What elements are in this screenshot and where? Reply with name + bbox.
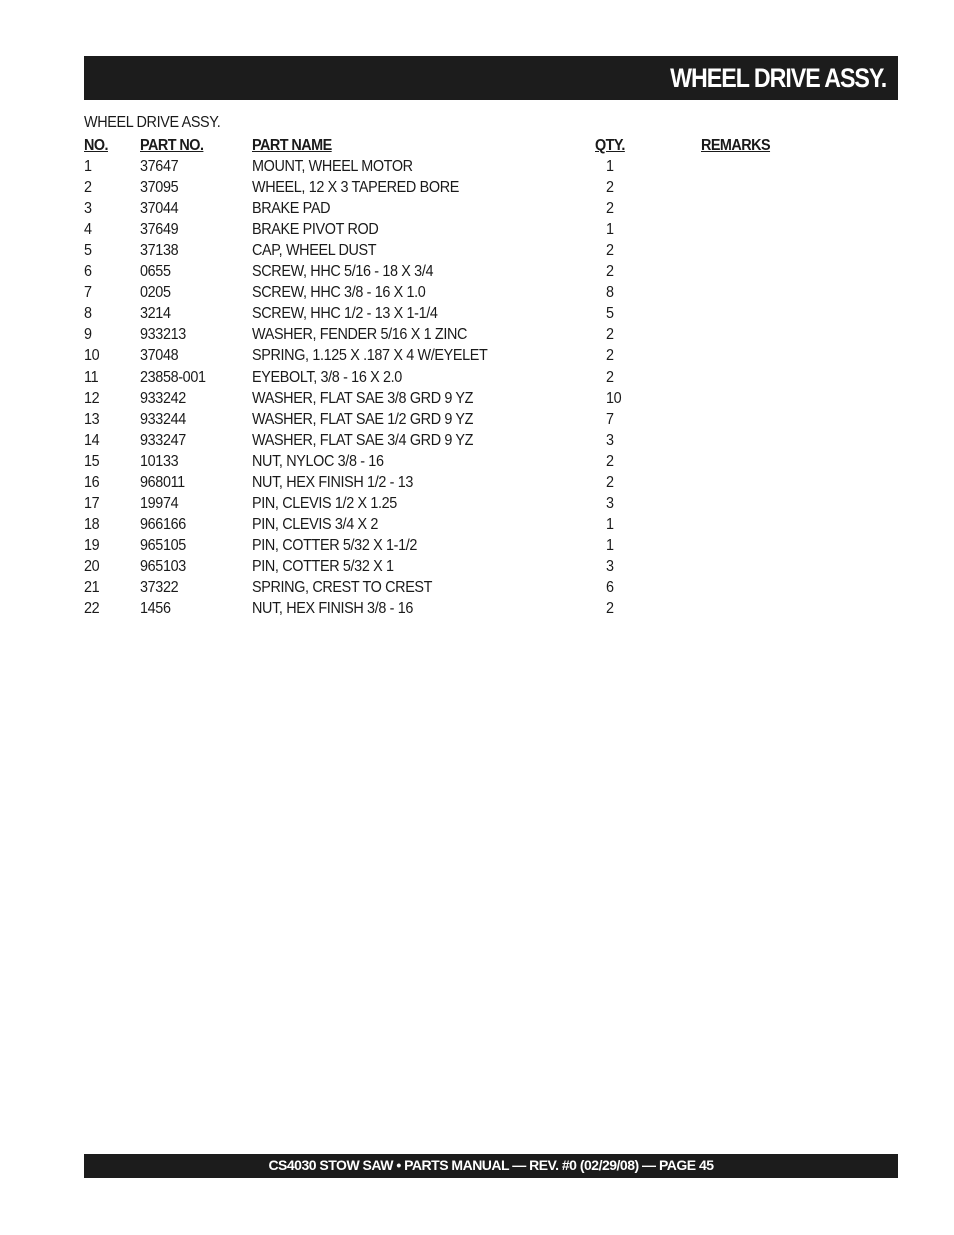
page-header-bar xyxy=(84,56,898,100)
cell-part-no: 0655 xyxy=(140,263,171,281)
cell-part-name: SPRING, 1.125 X .187 X 4 W/EYELET xyxy=(252,347,488,365)
cell-qty: 3 xyxy=(606,431,614,449)
cell-part-name: NUT, NYLOC 3/8 - 16 xyxy=(252,452,384,470)
cell-no: 1 xyxy=(84,158,92,176)
cell-part-no: 933242 xyxy=(140,389,186,407)
cell-part-name: PIN, COTTER 5/32 X 1-1/2 xyxy=(252,536,418,554)
cell-qty: 3 xyxy=(606,494,614,512)
cell-part-no: 37138 xyxy=(140,242,179,260)
cell-qty: 2 xyxy=(606,200,614,218)
table-row xyxy=(84,240,844,261)
cell-part-name: SCREW, HHC 1/2 - 13 X 1-1/4 xyxy=(252,305,438,323)
cell-part-no: 10133 xyxy=(140,452,179,470)
table-row xyxy=(84,219,844,240)
cell-qty: 2 xyxy=(606,326,614,344)
cell-part-no: 3214 xyxy=(140,305,171,323)
table-row xyxy=(84,324,844,345)
cell-part-name: BRAKE PAD xyxy=(252,200,331,218)
cell-no: 4 xyxy=(84,221,92,239)
cell-part-no: 23858-001 xyxy=(140,368,206,386)
cell-part-no: 37649 xyxy=(140,221,179,239)
cell-qty: 5 xyxy=(606,305,614,323)
table-row xyxy=(84,409,844,430)
cell-no: 16 xyxy=(84,473,100,491)
cell-part-no: 0205 xyxy=(140,284,171,302)
cell-no: 5 xyxy=(84,242,92,260)
column-header-remarks: REMARKS xyxy=(701,137,771,154)
table-row xyxy=(84,198,844,219)
cell-part-no: 968011 xyxy=(140,473,185,491)
cell-no: 22 xyxy=(84,600,100,618)
cell-part-name: PIN, CLEVIS 1/2 X 1.25 xyxy=(252,494,397,512)
table-row xyxy=(84,177,844,198)
table-row xyxy=(84,472,844,493)
table-row xyxy=(84,156,844,177)
cell-part-name: WASHER, FENDER 5/16 X 1 ZINC xyxy=(252,326,468,344)
cell-qty: 2 xyxy=(606,368,614,386)
cell-part-no: 1456 xyxy=(140,600,171,618)
column-header-no: NO. xyxy=(84,137,108,154)
cell-no: 13 xyxy=(84,410,100,428)
cell-no: 18 xyxy=(84,515,100,533)
table-row xyxy=(84,535,844,556)
cell-no: 17 xyxy=(84,494,100,512)
table-row xyxy=(84,261,844,282)
cell-qty: 2 xyxy=(606,452,614,470)
cell-part-name: WASHER, FLAT SAE 3/4 GRD 9 YZ xyxy=(252,431,474,449)
cell-no: 7 xyxy=(84,284,92,302)
table-body xyxy=(84,156,844,619)
cell-part-name: BRAKE PIVOT ROD xyxy=(252,221,379,239)
table-row xyxy=(84,451,844,472)
cell-qty: 7 xyxy=(606,410,614,428)
cell-part-no: 966166 xyxy=(140,515,186,533)
cell-part-name: WHEEL, 12 X 3 TAPERED BORE xyxy=(252,179,459,197)
cell-part-name: CAP, WHEEL DUST xyxy=(252,242,377,260)
table-row xyxy=(84,556,844,577)
cell-part-name: SCREW, HHC 5/16 - 18 X 3/4 xyxy=(252,263,434,281)
cell-part-no: 933247 xyxy=(140,431,186,449)
column-header-part-no: PART NO. xyxy=(140,137,204,154)
cell-part-name: NUT, HEX FINISH 1/2 - 13 xyxy=(252,473,414,491)
table-row xyxy=(84,367,844,388)
parts-table xyxy=(84,135,844,619)
cell-no: 6 xyxy=(84,263,92,281)
cell-part-name: WASHER, FLAT SAE 3/8 GRD 9 YZ xyxy=(252,389,474,407)
cell-no: 12 xyxy=(84,389,100,407)
cell-no: 10 xyxy=(84,347,100,365)
cell-qty: 1 xyxy=(606,158,614,176)
cell-part-no: 37048 xyxy=(140,347,179,365)
cell-no: 9 xyxy=(84,326,92,344)
cell-qty: 3 xyxy=(606,557,614,575)
cell-part-no: 965105 xyxy=(140,536,186,554)
cell-no: 20 xyxy=(84,557,100,575)
table-header-row xyxy=(84,135,844,156)
cell-no: 8 xyxy=(84,305,92,323)
section-label: WHEEL DRIVE ASSY. xyxy=(84,114,221,131)
cell-part-name: EYEBOLT, 3/8 - 16 X 2.0 xyxy=(252,368,402,386)
table-row xyxy=(84,514,844,535)
cell-part-no: 965103 xyxy=(140,557,186,575)
table-row xyxy=(84,345,844,366)
cell-qty: 6 xyxy=(606,578,614,596)
cell-qty: 2 xyxy=(606,179,614,197)
table-row xyxy=(84,388,844,409)
cell-part-name: WASHER, FLAT SAE 1/2 GRD 9 YZ xyxy=(252,410,474,428)
cell-qty: 2 xyxy=(606,600,614,618)
cell-part-no: 933213 xyxy=(140,326,186,344)
cell-part-no: 37322 xyxy=(140,578,179,596)
cell-qty: 2 xyxy=(606,473,614,491)
cell-no: 19 xyxy=(84,536,100,554)
cell-no: 3 xyxy=(84,200,92,218)
cell-no: 11 xyxy=(84,368,99,386)
cell-part-no: 19974 xyxy=(140,494,179,512)
table-row xyxy=(84,282,844,303)
cell-qty: 2 xyxy=(606,242,614,260)
cell-no: 2 xyxy=(84,179,92,197)
cell-part-name: PIN, COTTER 5/32 X 1 xyxy=(252,557,394,575)
cell-part-name: SCREW, HHC 3/8 - 16 X 1.0 xyxy=(252,284,426,302)
column-header-part-name: PART NAME xyxy=(252,137,332,154)
cell-qty: 2 xyxy=(606,347,614,365)
cell-part-no: 37044 xyxy=(140,200,179,218)
cell-qty: 1 xyxy=(606,515,614,533)
cell-part-name: PIN, CLEVIS 3/4 X 2 xyxy=(252,515,379,533)
page-title: WHEEL DRIVE ASSY. xyxy=(670,63,886,93)
cell-qty: 1 xyxy=(606,221,614,239)
cell-part-no: 933244 xyxy=(140,410,186,428)
cell-part-name: MOUNT, WHEEL MOTOR xyxy=(252,158,413,176)
cell-no: 15 xyxy=(84,452,100,470)
cell-qty: 2 xyxy=(606,263,614,281)
column-header-qty: QTY. xyxy=(595,137,625,154)
cell-qty: 1 xyxy=(606,536,614,554)
cell-part-no: 37095 xyxy=(140,179,179,197)
cell-qty: 10 xyxy=(606,389,622,407)
table-row xyxy=(84,303,844,324)
table-row xyxy=(84,577,844,598)
cell-part-name: SPRING, CREST TO CREST xyxy=(252,578,433,596)
cell-part-name: NUT, HEX FINISH 3/8 - 16 xyxy=(252,600,414,618)
table-row xyxy=(84,493,844,514)
cell-qty: 8 xyxy=(606,284,614,302)
table-row xyxy=(84,598,844,619)
cell-no: 14 xyxy=(84,431,100,449)
cell-part-no: 37647 xyxy=(140,158,179,176)
table-row xyxy=(84,430,844,451)
page-footer-bar xyxy=(84,1154,898,1178)
footer-text: CS4030 STOW SAW • PARTS MANUAL — REV. #0 (02/29/08) — PAGE 45 xyxy=(268,1157,714,1173)
cell-no: 21 xyxy=(84,578,100,596)
